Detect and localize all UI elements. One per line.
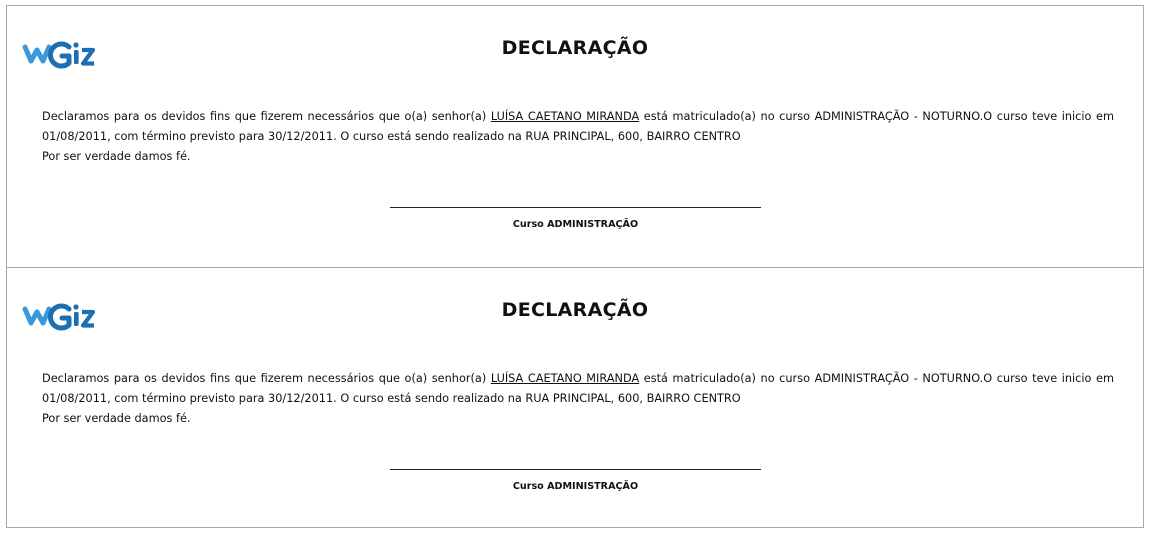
declaration-text-end: está matriculado(a) no curso ADMINISTRAÇÃO - NOTURNO.O curso teve inicio em 01/08/2011, com término previsto para 30/12/2011. O curso está sendo realizado na RUA PRINCIPAL, 600, BAIRRO CENTRO [42,110,1114,143]
declaration-card-2 [6,267,1144,529]
declaration-closing: Por ser verdade damos fé. [42,412,191,425]
declaration-paragraph [42,107,1114,147]
student-name: LUÍSA CAETANO MIRANDA [490,372,640,385]
signature-line [390,469,761,470]
declaration-closing: Por ser verdade damos fé. [42,150,191,163]
declaration-title: DECLARAÇÃO [501,299,649,321]
declaration-body [42,107,1114,167]
declaration-title: DECLARAÇÃO [501,37,649,59]
declaration-text-start: Declaramos para os devidos fins que fizerem necessários que o(a) senhor(a) [42,372,491,385]
signature-label: Curso ADMINISTRAÇÃO [512,219,639,230]
declaration-paragraph [42,369,1114,409]
declaration-text-start: Declaramos para os devidos fins que fizerem necessários que o(a) senhor(a) [42,110,491,123]
declaration-card-1 [6,5,1144,267]
signature-label: Curso ADMINISTRAÇÃO [512,481,639,492]
declaration-body [42,369,1114,429]
declaration-text-end: está matriculado(a) no curso ADMINISTRAÇÃO - NOTURNO.O curso teve inicio em 01/08/2011, com término previsto para 30/12/2011. O curso está sendo realizado na RUA PRINCIPAL, 600, BAIRRO CENTRO [42,372,1114,405]
student-name: LUÍSA CAETANO MIRANDA [490,110,640,123]
signature-line [390,207,761,208]
